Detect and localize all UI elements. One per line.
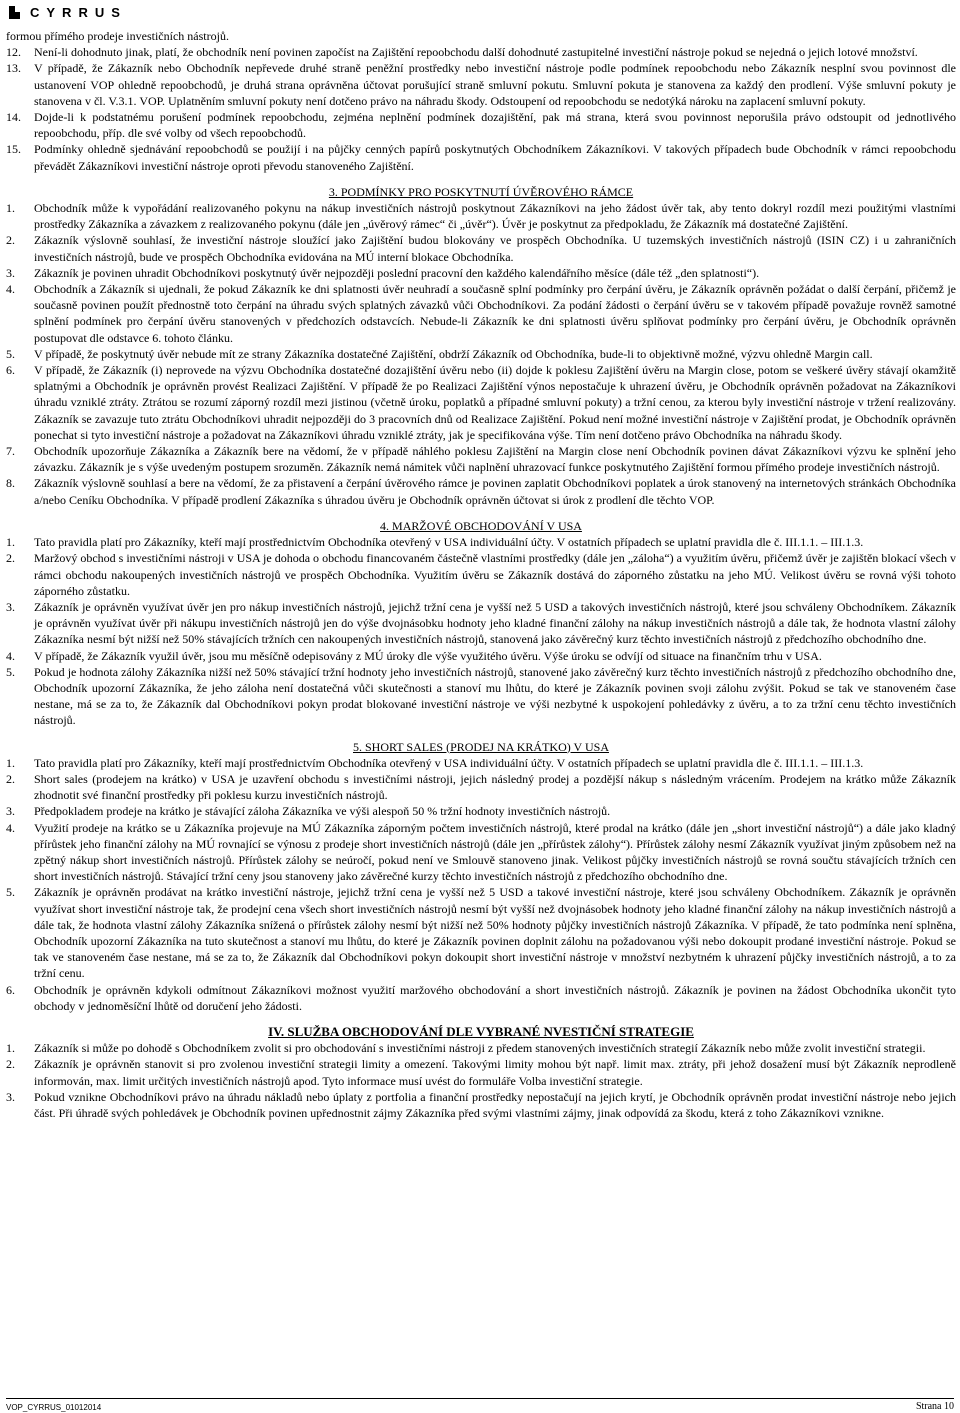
section6-title: IV. SLUŽBA OBCHODOVÁNÍ DLE VYBRANÉ NVESTIČNÍ STRATEGIE — [268, 1023, 694, 1039]
paragraph-number: 12. — [6, 45, 21, 60]
numbered-paragraph — [6, 755, 956, 771]
numbered-paragraph — [6, 664, 956, 729]
paragraph-text: Tato pravidla platí pro Zákazníky, kteří mají prostřednictvím Obchodníka otevřený v USA individuální účty. V ostatních případech se uplatní pravidla dle č. III.1.1. – III.1.3. — [34, 755, 864, 770]
paragraph-number: 6. — [6, 982, 15, 997]
paragraph-text: Tato pravidla platí pro Zákazníky, kteří mají prostřednictvím Obchodníka otevřený v USA individuální účty. V ostatních případech se uplatní pravidla dle č. III.1.1. – III.1.3. — [34, 535, 864, 550]
document-code: VOP_CYRRUS_01012014 — [6, 1403, 102, 1412]
paragraph-text: Obchodník a Zákazník si ujednali, že pokud Zákazník ke dni splatnosti úvěr neuhradí a současně splní podmínky pro čerpání úvěru, je Zákazník oprávněn požádat o další čerpání, přičemž je současně povinen použít přednostně toto čerpání na úhradu svých splatných závazků vůči Obchodníkovi. Za podání žádosti o čerpání úvěru se v takovém případě považuje rovněž samotné splnění podmínek pro čerpání úvěru stanovených v předchozích odstavcích. Nebude-li Zákazník ke dni splatnosti úvěru splňovat podmínky pro čerpání úvěru, je Obchodník oprávněn postupovat dle odstavce 6. tohoto článku. — [34, 282, 956, 345]
numbered-paragraph — [6, 1089, 956, 1121]
section5-title: 5. SHORT SALES (PRODEJ NA KRÁTKO) V USA — [353, 739, 609, 754]
paragraph-number: 1. — [6, 535, 15, 550]
paragraph-number: 3. — [6, 599, 15, 614]
section4-list — [6, 534, 956, 728]
page-footer — [6, 1398, 954, 1412]
numbered-paragraph — [6, 232, 956, 264]
paragraph-number: 5. — [6, 346, 15, 361]
paragraph-number: 3. — [6, 265, 15, 280]
paragraph-text: Zákazník je oprávněn využívat úvěr jen pro nákup investičních nástrojů, jejichž tržní cena je vyšší než 5 USD a takových investičních nástrojů, které jsou schváleny Obchodníkem. Zákazník je oprávněn využívat úvěr při nákupu investičních nástrojů jen do výše dvojnásobku hodnoty jeho kladné finanční zálohy na nákup investičních nástrojů a dále tak, že hodnota vlastní zálohy Zákazníka nesmí být nižší než 50% stávajících tržních cen nakoupených investičních nástrojů, stanovená jako závěrečný kurz těchto investičních nástrojů z předchozího obchodního dne. — [34, 599, 956, 647]
paragraph-number: 1. — [6, 1041, 15, 1056]
paragraph-text: Předpokladem prodeje na krátko je stávající záloha Zákazníka ve výši alespoň 50 % tržní hodnoty investičních nástrojů. — [34, 804, 611, 819]
paragraph-number: 7. — [6, 444, 15, 459]
paragraph-text: Obchodník je oprávněn kdykoli odmítnout Zákazníkovi možnost využití maržového obchodování a short investičních nástrojů. Zákazník je povinen na žádost Obchodníka ukončit tyto obchody v jednoměsíční lhůtě od doručení jeho žádosti. — [34, 982, 956, 1013]
paragraph-number: 8. — [6, 476, 15, 491]
numbered-paragraph — [6, 109, 956, 141]
cyrrus-logo-icon — [9, 6, 20, 19]
numbered-paragraph — [6, 884, 956, 981]
paragraph-text: Využití prodeje na krátko se u Zákazníka projevuje na MÚ Zákazníka záporným počtem investičních nástrojů, které prodal na krátko (dále jen „short investiční nástrojů“) a dále jako kladný přírůstek jeho finanční zálohy na MÚ rovnající se výnosu z prodeje short investičních nástrojů (dále jen „přírůstek zálohy“). Přírůstek zálohy nesmí Zákazník využívat jiným způsobem než na zpětný nákup short investičních nástrojů. Přírůstek zálohy se neúročí, pokud není ve Smlouvě stanoveno jinak. Velikost půjčky investičních nástrojů se rovná součtu stávajících tržních cen short investičních nástrojů. Stávající tržní ceny jsou stanoveny jako závěrečné kurzy těchto investičních nástrojů z předchozího obchodního dne. — [34, 820, 956, 884]
intro-text: formou přímého prodeje investičních nástrojů. — [6, 29, 229, 43]
section3-title: 3. PODMÍNKY PRO POSKYTNUTÍ ÚVĚROVÉHO RÁMCE — [328, 184, 634, 199]
numbered-paragraph — [6, 281, 956, 346]
paragraph-text: Zákazník si může po dohodě s Obchodníkem zvolit si pro obchodování s investičními nástroji z předem stanovených investičních strategií Zákazník nebo může zvolit investiční strategii. — [34, 1041, 926, 1056]
paragraph-text: Maržový obchod s investičními nástroji v USA je dohoda o obchodu financovaném částečně vlastními prostředky (dále jen „záloha“) a využitím úvěru, přičemž úvěr je zajištěn blokací všech v rámci obchodu nakoupených investičních nástrojů ve prospěch Obchodníka. Využitím úvěru se Zákazník dostává do záporného zůstatku na jeho MÚ. Velikost úvěru se rovná výši tohoto záporného zůstatku. — [34, 551, 956, 598]
paragraph-number: 1. — [6, 201, 15, 216]
paragraph-text: Pokud vznikne Obchodníkovi právo na úhradu nákladů nebo úplaty z portfolia a finanční prostředky nepostačují na jejich krytí, je Obchodník oprávněn prodat investiční nástroje nebo jejich část. Při úhradě svých pohledávek je Obchodník povinen upřednostnit zájmy Zákazníka před svými vlastními zájmy, jinak odpovídá za škodu, která z toho Zákazníkovi vznikne. — [34, 1089, 956, 1120]
paragraph-number: 14. — [6, 110, 21, 125]
paragraph-text: Zákazník je oprávněn prodávat na krátko investiční nástroje, jejichž tržní cena je vyšší než 5 USD a takové investiční nástroje, které jsou schváleny Obchodníkem. Zákazník je oprávněn využívat short investiční nástroje tak, že prodejní cena všech short investičních nástrojů nesmí být vyšší než dvojnásobek hodnoty jeho kladné finanční zálohy na nákup investičních nástrojů a dále tak, že hodnota vlastní zálohy Zákazníka snížená o přírůstek zálohy nesmí být nižší než 50% hodnoty půjčky investičních nástrojů Zákazníka. V případě, že tato podmínka není splněna, Obchodník upozorní Zákazníka na tuto skutečnost a stanoví mu lhůtu, do které je Zákazník povinen doplnit zálohu na požadovanou výši nebo dokoupit prodané investiční nástroje. Pokud se tak ve stanoveném čase nestane, má se za to, že Zákazník dal Obchodníkovi pokyn dokoupit short investiční nástroje v množství nezbytném k uhrazení půjčky investičních nástrojů, a to za tržní cenu. — [34, 885, 956, 981]
section3-list — [6, 200, 956, 508]
numbered-paragraph — [6, 771, 956, 803]
page-number: Strana 10 — [915, 1401, 954, 1412]
numbered-paragraph — [6, 820, 956, 885]
section6-list — [6, 1040, 956, 1121]
paragraph-text: V případě, že Zákazník (i) neprovede na výzvu Obchodníka dostatečné dozajištění úvěru nebo (ii) dojde k poklesu Zajištění úvěru na Margin close, potom se veškeré úvěry stávají okamžitě splatnými a Obchodník je oprávněn provést Realizaci Zajištění. V případě že po Realizaci Zajištění výnos nepostačuje k uhrazení úvěru, je Obchodník oprávněn požadovat na Zákazníkovi úhradu vzniklé ztráty. Ztrátou se rozumí záporný rozdíl mezi jistinou (včetně úroku, poplatků a případné smluvní pokuty) a tržní cenou, za kterou byly investiční nástroje v tržení realizovány. Zákazník se zavazuje tuto ztrátu Obchodníkovi uhradit nejpozději do 3 pracovních dnů od Realizace Zajištění. Pokud není možné investiční nástroje v Zajištění prodat, je Obchodník oprávněn ponechat si tyto investiční nástroje a požadovat na Zákazníkovi úhradu vzniklé ztráty, jak je specifikována výše. Tím není dotčeno právo Obchodníka na náhradu škody. — [34, 363, 956, 442]
section4-title: 4. MARŽOVÉ OBCHODOVÁNÍ V USA — [380, 518, 582, 533]
numbered-paragraph — [6, 534, 956, 550]
numbered-paragraph — [6, 265, 956, 281]
section5-list — [6, 755, 956, 1014]
paragraph-number: 5. — [6, 885, 15, 900]
paragraph-text: Zákazník výslovně souhlasí, že investiční nástroje sloužící jako Zajištění budou blokovány ve prospěch Obchodníka. U tuzemských investičních nástrojů (ISIN CZ) i u zahraničních investičních nástrojů, bude ve prospěch Obchodníka evidována na MÚ interní blokace Obchodníka. — [34, 233, 956, 264]
paragraph-number: 15. — [6, 142, 21, 157]
paragraph-text: Zákazník je povinen uhradit Obchodníkovi poskytnutý úvěr nejpozději poslední pracovní den každého kalendářního měsíce (dále též „den splatnosti“). — [34, 265, 760, 280]
paragraph-text: V případě, že poskytnutý úvěr nebude mít ze strany Zákazníka dostatečné Zajištění, obdrží Zákazník od Obchodníka, bude-li to objektivně možné, výzvu ohledně Margin call. — [34, 346, 873, 361]
paragraph-text: Obchodník upozorňuje Zákazníka a Zákazník bere na vědomí, že v případě náhlého poklesu Zajištění na Margin close není Obchodník povinen dávat Zákazníkovi výzvu ke splnění jeho závazku. Zákazník je s výše uvedeným postupem srozuměn. Zákazník nemá námitek vůči naplnění uhrazovací funkce poskytnutého Zajištění formou přímého prodeje investičních nástrojů. — [34, 444, 956, 475]
numbered-paragraph — [6, 1040, 956, 1056]
numbered-paragraph — [6, 475, 956, 507]
numbered-paragraph — [6, 60, 956, 109]
numbered-paragraph — [6, 982, 956, 1014]
paragraph-text: Zákazník výslovně souhlasí a bere na vědomí, že za přistavení a čerpání úvěrového rámce je povinen zaplatit Obchodníkovi poplatek a úrok stanovený na internetových stránkách Obchodníka a/nebo Ceníku Obchodníka. V případě prodlení Zákazníka s úhradou úvěru je Obchodník oprávněn účtovat si úrok z prodlení dle těchto VOP. — [34, 476, 956, 507]
numbered-paragraph — [6, 200, 956, 232]
numbered-paragraph — [6, 141, 956, 173]
paragraph-text: Podmínky ohledně sjednávání repoobchodů se použijí i na půjčky cenných papírů poskytnutých Obchodníkem Zákazníkovi. V takových případech bude Obchodník v rámci repoobchodu převádět Zákazníkovi investiční nástroje oproti převodu stanoveného Zajištění. — [34, 142, 956, 173]
numbered-paragraph — [6, 599, 956, 648]
numbered-paragraph — [6, 648, 956, 664]
numbered-paragraph — [6, 362, 956, 443]
paragraph-text: V případě, že Zákazník využil úvěr, jsou mu měsíčně odepisovány z MÚ úroky dle výše využitého úvěru. Výše úroku se odvíjí od situace na finančním trhu v USA. — [34, 648, 822, 663]
page-header — [0, 0, 960, 26]
brand-name: CYRRUS — [30, 5, 127, 20]
paragraph-number: 2. — [6, 771, 15, 786]
paragraph-text: Obchodník může k vypořádání realizovaného pokynu na nákup investičních nástrojů poskytnout Zákazníkovi na jeho žádost úvěr tak, aby tento dokryl rozdíl mezi použitými vlastními prostředky Zákazníka a závazkem z realizovaného pokynu (dále jen „úvěrový rámec“ či „úvěr“). Úvěr je poskytnut za předpokladu, že Zákazník má dostatečné Zajištění. — [34, 201, 956, 232]
paragraph-number: 13. — [6, 61, 21, 76]
paragraph-number: 6. — [6, 363, 15, 378]
paragraph-text: V případě, že Zákazník nebo Obchodník nepřevede druhé straně peněžní prostředky nebo investiční nástroje podle podmínek repoobchodu nebo Zákazník nesplní svou povinnost dle ustanovení VOP ohledně repoobchodů, je druhá strana oprávněna účtovat porušující straně smluvní pokutu. Smluvní pokuta je stanovena za každý den prodlení. Výše smluvní pokuty je stanovena v čl. V.3.1. VOP. Uplatněním smluvní pokuty není dotčeno právo na náhradu škody. Odstoupení od repoobchodu se nedotýká nároku na zaplacení smluvní pokuty. — [34, 61, 956, 108]
paragraph-number: 4. — [6, 282, 15, 297]
document-body — [6, 28, 956, 1121]
paragraph-text: Pokud je hodnota zálohy Zákazníka nižší než 50% stávající tržní hodnoty jeho investičních nástrojů, stanovené jako závěrečný kurz těchto investičních nástrojů z předchozího obchodního dne, Obchodník upozorní Zákazníka, že jeho záloha není dostatečná vůči skutečnosti a stanoví mu lhůtu, do které je Zákazník povinen svoji zálohu zvýšit. Pokud se tak ve stanoveném čase nestane, má se za to, že Zákazník dal Obchodníkovi pokyn prodat blokované investiční nástroje ve výši nezbytné k uspokojení pohledávky z úvěru, a to za tržní cenu těchto investičních nástrojů. — [34, 664, 956, 728]
paragraph-text: Není-li dohodnuto jinak, platí, že obchodník není povinen započíst na Zajištění repoobchodu další dohodnuté zastupitelné investiční nástroje pokud se nejedná o jejich lotové množství. — [34, 45, 918, 60]
section2-tail-list — [6, 44, 956, 174]
numbered-paragraph — [6, 44, 956, 60]
numbered-paragraph — [6, 550, 956, 599]
paragraph-text: Dojde-li k podstatnému porušení podmínek repoobchodu, zejména neplnění podmínek dozajištění, pak má strana, která svou povinnost neporušila právo odstoupit od jednotlivého repoobchodu, příp. dle své volby od všech repoobchodů. — [34, 110, 956, 141]
numbered-paragraph — [6, 443, 956, 475]
paragraph-number: 4. — [6, 648, 15, 663]
numbered-paragraph — [6, 346, 956, 362]
paragraph-number: 2. — [6, 1057, 15, 1072]
numbered-paragraph — [6, 1056, 956, 1088]
paragraph-number: 5. — [6, 664, 15, 679]
paragraph-number: 2. — [6, 551, 15, 566]
paragraph-number: 3. — [6, 804, 15, 819]
paragraph-number: 4. — [6, 820, 15, 835]
paragraph-text: Zákazník je oprávněn stanovit si pro zvolenou investiční strategii limity a omezení. Takovými limity mohou být např. limit max. ztráty, při jehož dosažení musí být Zákazník neprodleně informován, max. limit určitých investičních nástrojů apod. Tyto informace musí uvést do formuláře Volba investiční strategie. — [34, 1057, 956, 1088]
numbered-paragraph — [6, 803, 956, 819]
paragraph-number: 1. — [6, 755, 15, 770]
paragraph-number: 3. — [6, 1089, 15, 1104]
paragraph-text: Short sales (prodejem na krátko) v USA je uzavření obchodu s investičními nástroji, jejich následný prodej a pozdější nákup s následným vrácením. Prodejem na krátko může Zákazník zhodnotit své finanční prostředky při poklesu kurzu investičních nástrojů. — [34, 771, 956, 803]
paragraph-number: 2. — [6, 233, 15, 248]
